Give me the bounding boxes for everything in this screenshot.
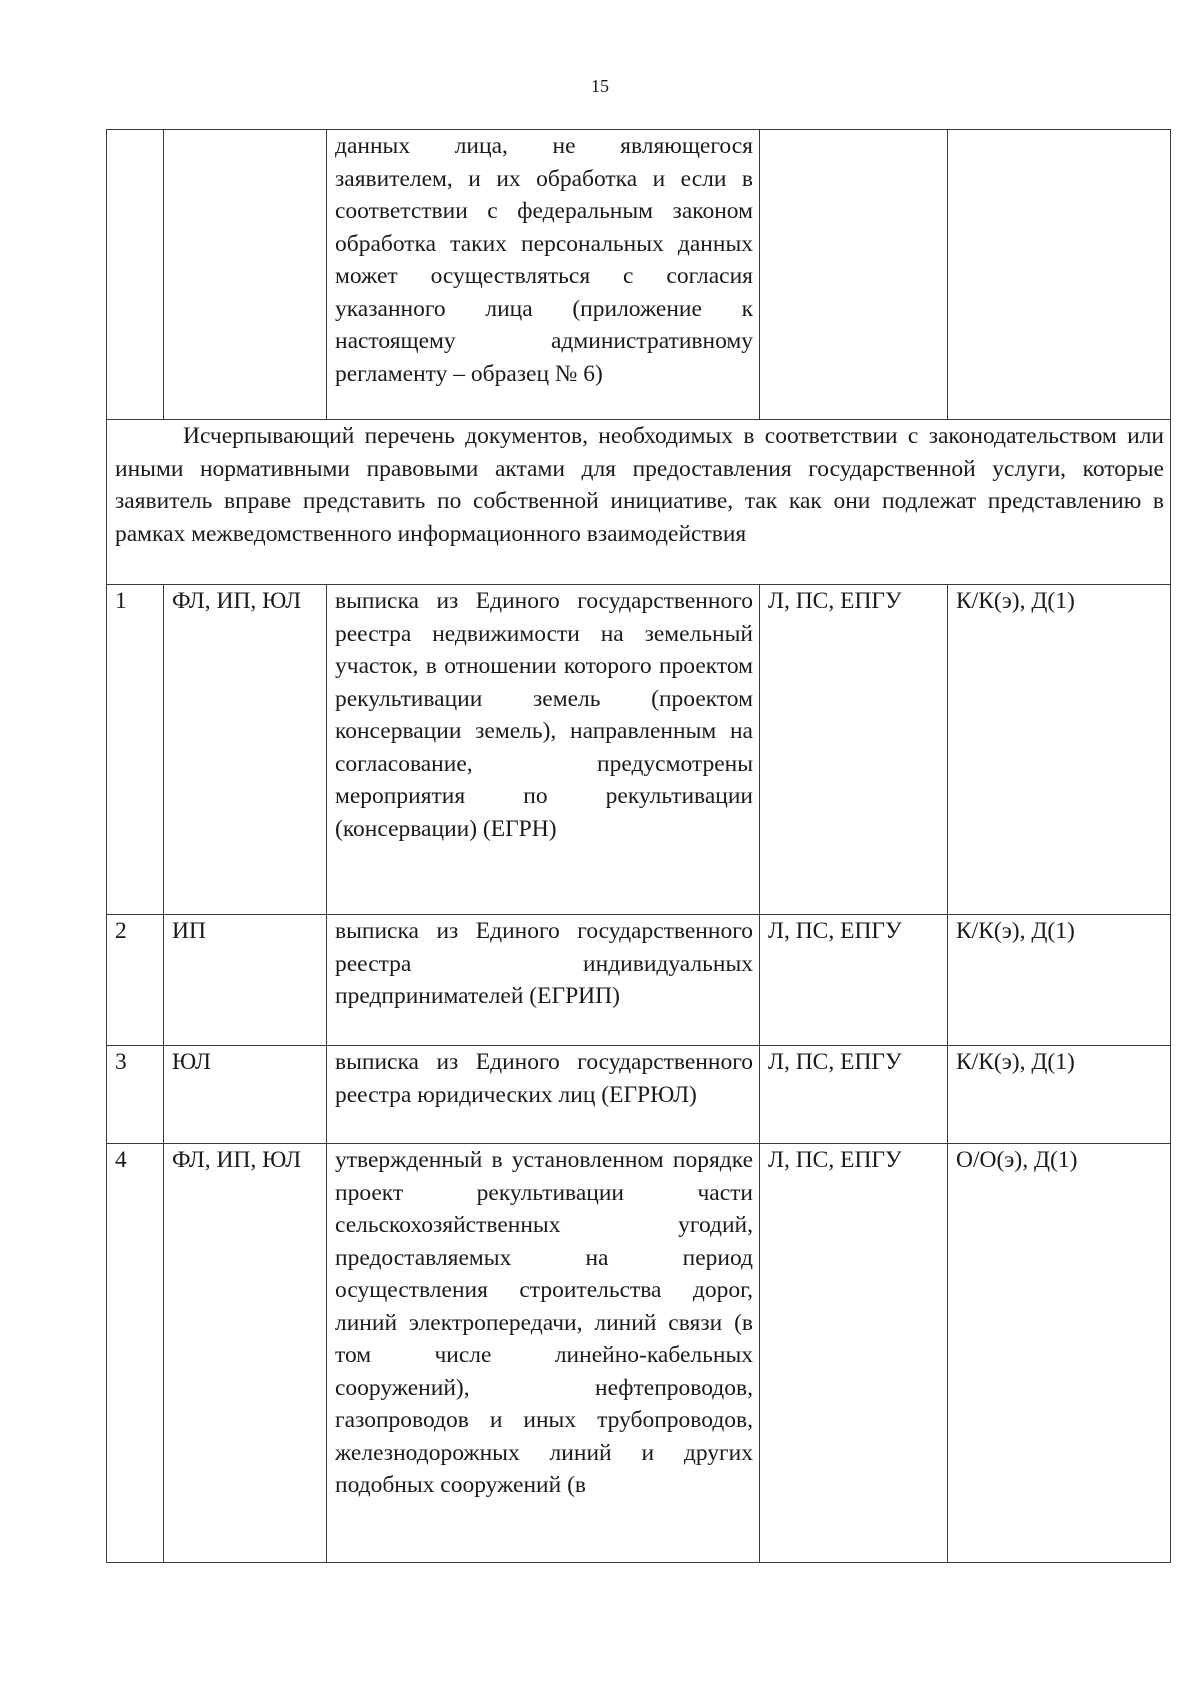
cell-form: К/К(э), Д(1) [948,1046,1171,1144]
cell-number: 1 [107,585,164,915]
cell-description: данных лица, не являющегося заявителем, и их обработка и если в соответствии с федеральным законом обработка таких персональных данных может осуществляться с согласия указанного лица (приложение к настоящему административному регламенту – образец № 6) [327,130,760,420]
cell-form: К/К(э), Д(1) [948,915,1171,1046]
cell-channels: Л, ПС, ЕПГУ [760,585,948,915]
cell-description: утвержденный в установленном порядке проект рекультивации части сельскохозяйственных угодий, предоставляемых на период осуществления строительства дорог, линий электропередачи, линий связи (в том числе линейно-кабельных сооружений), нефтепроводов, газопроводов и иных трубопроводов, железнодорожных линий и других подобных сооружений (в [327,1144,760,1563]
cell-description: выписка из Единого государственного реестра юридических лиц (ЕГРЮЛ) [327,1046,760,1144]
cell-form: К/К(э), Д(1) [948,585,1171,915]
cell-empty [107,130,164,420]
cell-applicant: ЮЛ [164,1046,327,1144]
cell-applicant: ФЛ, ИП, ЮЛ [164,1144,327,1563]
section-heading: Исчерпывающий перечень документов, необходимых в соответствии с законодательством или иными нормативными правовыми актами для предоставления государственной услуги, которые заявитель вправе представить по собственной инициативе, так как они подлежат представлению в рамках межведомственного информационного взаимодействия [107,420,1171,585]
cell-empty [164,130,327,420]
table-row [107,915,1171,1046]
cell-applicant: ИП [164,915,327,1046]
cell-form: О/О(э), Д(1) [948,1144,1171,1563]
table-row [107,1144,1171,1563]
table-row [107,1046,1171,1144]
table-row-continuation [107,130,1171,420]
cell-description: выписка из Единого государственного реестра недвижимости на земельный участок, в отношении которого проектом рекультивации земель (проектом консервации земель), направленным на согласование, предусмотрены мероприятия по рекультивации (консервации) (ЕГРН) [327,585,760,915]
cell-empty [760,130,948,420]
documents-table [106,129,1171,1563]
table-row [107,585,1171,915]
cell-number: 3 [107,1046,164,1144]
cell-empty [948,130,1171,420]
table-row-section-heading [107,420,1171,585]
cell-number: 2 [107,915,164,1046]
cell-channels: Л, ПС, ЕПГУ [760,1046,948,1144]
cell-applicant: ФЛ, ИП, ЮЛ [164,585,327,915]
cell-number: 4 [107,1144,164,1563]
cell-description: выписка из Единого государственного реестра индивидуальных предпринимателей (ЕГРИП) [327,915,760,1046]
cell-channels: Л, ПС, ЕПГУ [760,915,948,1046]
page-number: 15 [591,76,609,96]
cell-channels: Л, ПС, ЕПГУ [760,1144,948,1563]
